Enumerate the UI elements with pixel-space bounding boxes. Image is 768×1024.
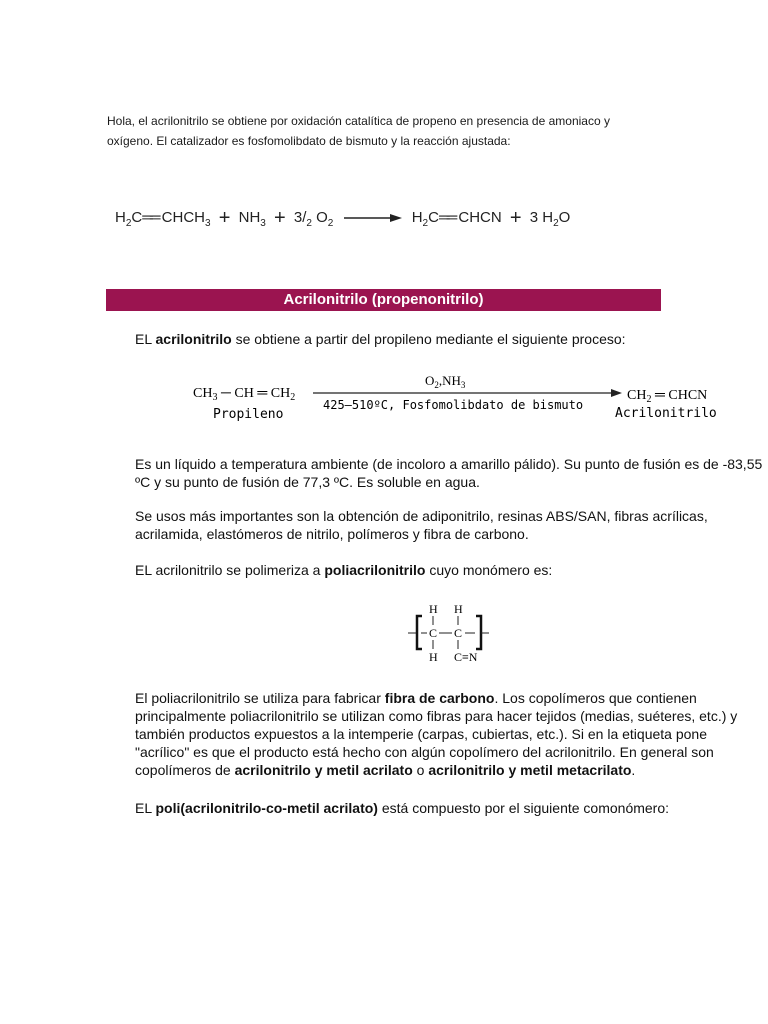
paragraph-copolymer xyxy=(135,799,765,817)
intro-line-1: Hola, el acrilonitrilo se obtiene por oxidación catalítica de propeno en presencia de amoniaco y xyxy=(107,114,610,128)
para6-post: está compuesto por el siguiente comonómero: xyxy=(377,800,670,816)
para1-post: se obtiene a partir del propileno mediante el siguiente proceso: xyxy=(231,331,626,347)
para6-pre: EL xyxy=(135,800,156,816)
reaction-arrow-icon xyxy=(344,212,402,224)
section-banner: Acrilonitrilo (propenonitrilo) xyxy=(106,289,661,311)
eq2-reactant-name: Propileno xyxy=(213,407,284,422)
eq2-below-arrow: 425–510ºC, Fosfomolibdato de bismuto xyxy=(323,398,584,412)
intro-text xyxy=(107,111,667,151)
paragraph-properties: Es un líquido a temperatura ambiente (de incoloro a amarillo pálido). Su punto de fusión es de -83,55 ºC y su punto de fusión de 77,3 ºC. Es soluble en agua. xyxy=(135,456,763,490)
atom-c-1: C xyxy=(429,626,438,640)
para5-bold-3: acrilonitrilo y metil metacrilato xyxy=(428,762,632,778)
para4-bold: poliacrilonitrilo xyxy=(324,562,426,578)
para5-text-2: . Los copolímeros que contienen principalmente poliacrilonitrilo se utilizan como fibras para hacer tejidos (medias, suéteres, etc.) y también productos expuestos a la intemperie (carpas, cubiertas, etc.). Si en la etiqueta pone "acrílico" es que el producto está hecho con algún copolímero del acrilonitrilo. En general son copolímeros de xyxy=(135,690,738,778)
para1-bold: acrilonitrilo xyxy=(155,331,232,347)
monomer-structure xyxy=(405,600,495,666)
atom-h-bottom: H xyxy=(429,650,438,664)
reactant-oxygen: $3/_2$ $O_2$ xyxy=(293,209,334,229)
eq2-arrow-head-icon xyxy=(611,389,622,397)
eq2-product-name: Acrilonitrilo xyxy=(615,406,717,421)
para4-post: cuyo monómero es: xyxy=(425,562,553,578)
eq2-above-arrow: $O_2,NH_3$ xyxy=(425,373,466,390)
nitrile-group: C≡N xyxy=(454,650,478,664)
paragraph-production xyxy=(135,330,765,348)
para5-bold-1: fibra de carbono xyxy=(384,690,495,706)
para5-text-4: . xyxy=(631,762,636,778)
paragraph-polymerization xyxy=(135,561,765,579)
reactant-propene: $H_2C══$ $CHCH_3$ xyxy=(115,209,211,229)
reaction-equation-2 xyxy=(185,368,725,424)
para5-bold-2: acrilonitrilo y metil acrilato xyxy=(234,762,413,778)
para5-text-1: El poliacrilonitrilo se utiliza para fabricar xyxy=(135,690,385,706)
paragraph-uses: Se usos más importantes son la obtención de adiponitrilo, resinas ABS/SAN, fibras acrílicas, acrilamida, elastómeros de nitrilo, polímeros y fibra de carbono. xyxy=(135,508,708,542)
plus-sign: + xyxy=(274,207,286,229)
plus-sign: + xyxy=(509,207,522,229)
paragraph-applications xyxy=(135,689,760,779)
para4-pre: EL acrilonitrilo se polimeriza a xyxy=(135,562,325,578)
reaction-equation-1 xyxy=(115,207,570,230)
para1-pre: EL xyxy=(135,331,156,347)
atom-c-2: C xyxy=(454,626,463,640)
product-acrylonitrile: $H_2C══$ CHCN xyxy=(411,209,502,229)
reactant-ammonia: $NH_3$ xyxy=(238,209,266,229)
atom-h-top-2: H xyxy=(454,602,463,616)
para5-text-3: o xyxy=(412,762,429,778)
para6-bold: poli(acrilonitrilo-co-metil acrilato) xyxy=(155,800,378,816)
eq2-reactant: $CH_3$ ─ CH ═ $CH_2$ xyxy=(193,386,296,403)
atom-h-top-1: H xyxy=(429,602,438,616)
plus-sign: + xyxy=(218,207,231,229)
product-water: 3 $H_2O$ xyxy=(529,209,571,229)
eq2-product: $CH_2$ ═ CHCN xyxy=(627,388,708,405)
bracket-right-icon xyxy=(476,616,481,649)
intro-line-2: oxígeno. El catalizador es fosfomolibdato de bismuto y la reacción ajustada: xyxy=(107,134,511,148)
